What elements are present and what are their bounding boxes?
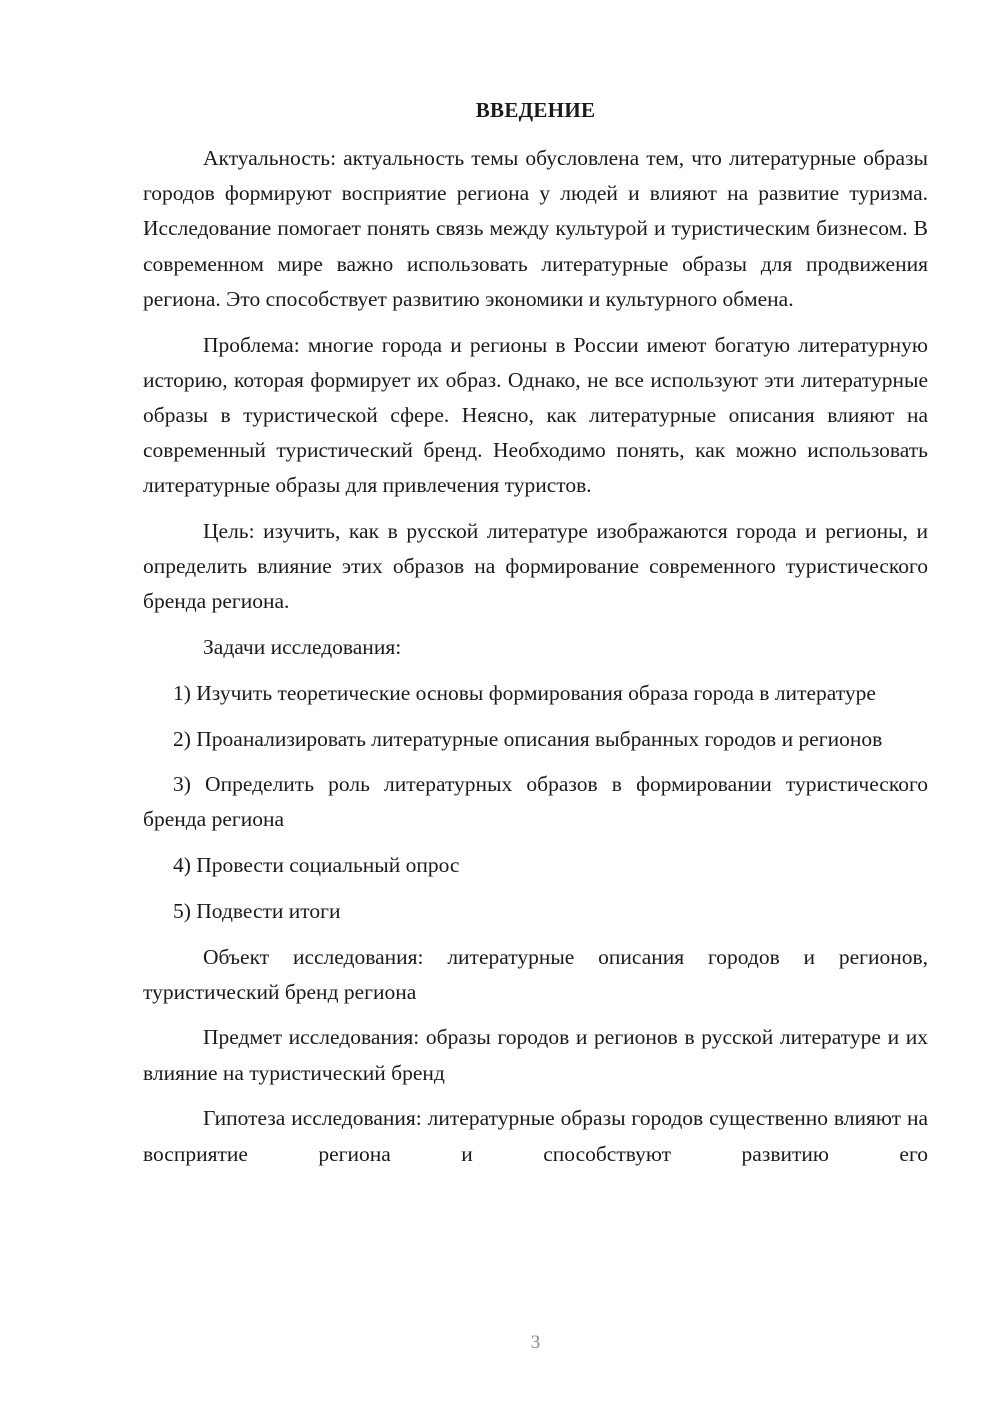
paragraph-hypothesis: Гипотеза исследования: литературные образы городов существенно влияют на восприятие региона и способствуют развитию его	[143, 1106, 928, 1166]
list-item: 3) Определить роль литературных образов в формировании туристического бренда региона	[143, 772, 928, 832]
paragraph-goal: Цель: изучить, как в русской литературе изображаются города и регионы, и определить влияние этих образов на формирование современного туристического бренда региона.	[143, 519, 928, 614]
document-page	[143, 0, 928, 1414]
page-title: ВВЕДЕНИЕ	[475, 98, 596, 122]
tasks-heading: Задачи исследования:	[203, 635, 402, 660]
list-item: 5) Подвести итоги	[173, 898, 341, 923]
list-item: 2) Проанализировать литературные описания выбранных городов и регионов	[173, 726, 883, 751]
page-number: 3	[530, 1332, 541, 1353]
paragraph-subject: Предмет исследования: образы городов и регионов в русской литературе и их влияние на туристический бренд	[143, 1025, 928, 1085]
list-item: 4) Провести социальный опрос	[173, 853, 460, 878]
list-item: 1) Изучить теоретические основы формирования образа города в литературе	[173, 680, 876, 705]
paragraph-relevance: Актуальность: актуальность темы обусловлена тем, что литературные образы городов формируют восприятие региона у людей и влияют на развитие туризма. Исследование помогает понять связь между культурой и туристическим бизнесом. В современном мире важно использовать литературные образы для продвижения региона. Это способствует развитию экономики и культурного обмена.	[143, 146, 928, 311]
paragraph-problem: Проблема: многие города и регионы в России имеют богатую литературную историю, которая формирует их образ. Однако, не все используют эти литературные образы в туристической сфере. Неясно, как литературные описания влияют на современный туристический бренд. Необходимо понять, как можно использовать литературные образы для привлечения туристов.	[143, 332, 928, 498]
paragraph-object: Объект исследования: литературные описания городов и регионов, туристический бренд региона	[143, 944, 928, 1004]
document-body	[143, 141, 928, 1172]
